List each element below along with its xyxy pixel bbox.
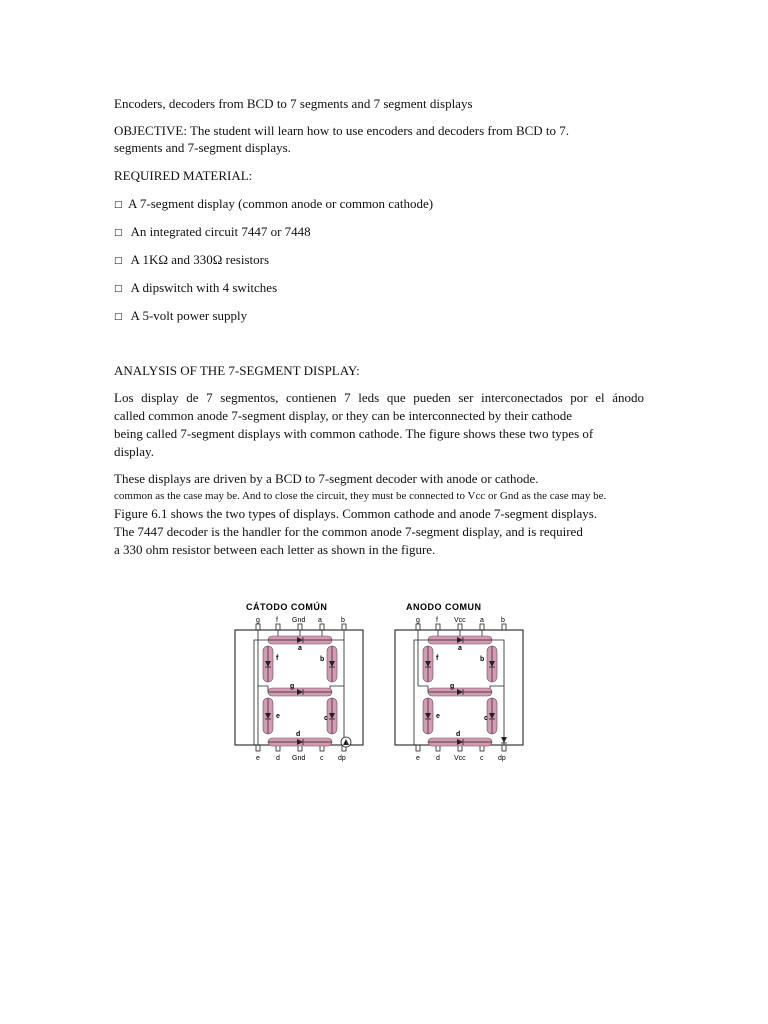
drive-line: These displays are driven by a BCD to 7-segment decoder with anode or cathode. [114,471,539,486]
pin-label: dp [498,755,506,762]
segment-label: f [436,655,439,662]
material-item: □ A 5-volt power supply [114,307,247,326]
common-cathode-display [235,601,363,762]
bullet-icon: □ [114,256,123,266]
seven-segment-figure [232,600,532,775]
segment-label: e [436,713,440,720]
segment-label: a [298,645,302,652]
pin-label: a [480,617,484,624]
pin-label: dp [338,755,346,762]
analysis-line: called common anode 7-segment display, or they can be interconnected by their cathode [114,408,572,423]
common-anode-title: ANODO COMUN [406,602,482,612]
segment-label: c [324,715,328,722]
document-title: Encoders, decoders from BCD to 7 segments and 7 segment displays [114,96,473,111]
analysis-line: display. [114,444,154,459]
common-cathode-title: CÁTODO COMÚN [246,602,328,612]
pin-label: g [416,617,420,624]
pin-label: c [480,755,484,762]
bullet-icon: □ [114,228,123,238]
objective-line-1: OBJECTIVE: The student will learn how to use encoders and decoders from BCD to 7. [114,123,570,138]
objective-line-2: segments and 7-segment displays. [114,140,291,155]
pin-label: f [276,617,278,624]
pin-label: Gnd [292,755,306,762]
segment-label: d [456,731,461,738]
material-item: □ A 1KΩ and 330Ω resistors [114,251,269,270]
common-anode-display [395,602,523,762]
bullet-icon: □ [114,312,123,322]
segment-label: f [276,655,279,662]
pin-label: Gnd [292,617,306,624]
pin-label: a [318,617,322,624]
pin-label: g [256,617,260,624]
pin-label: f [436,617,438,624]
segment-label: d [296,731,301,738]
bullet-icon: □ [114,200,123,210]
pin-label: d [276,755,280,762]
analysis-line: being called 7-segment displays with common cathode. The figure shows these two types of [114,426,594,441]
material-item: □ A dipswitch with 4 switches [114,279,277,298]
segment-label: e [276,713,280,720]
pin-label: b [501,617,505,624]
drive-line: common as the case may be. And to close the circuit, they must be connected to Vcc or Gnd as the case may be. [114,490,607,502]
analysis-line: Los display de 7 segmentos, contienen 7 leds que pueden ser interconectados por el ánodo [114,390,644,405]
drive-line: Figure 6.1 shows the two types of displays. Common cathode and anode 7-segment displays. [114,506,598,521]
drive-line: The 7447 decoder is the handler for the common anode 7-segment display, and is required [114,524,583,539]
segment-label: g [450,683,455,690]
material-item: □ An integrated circuit 7447 or 7448 [114,223,311,242]
pin-label: Vcc [454,755,466,762]
material-item: □ A 7-segment display (common anode or common cathode) [114,195,433,214]
bullet-icon: □ [114,284,123,294]
pin-label: c [320,755,324,762]
segment-label: c [484,715,488,722]
segment-label: a [458,645,462,652]
drive-line: a 330 ohm resistor between each letter as shown in the figure. [114,542,436,557]
segment-label: g [290,683,295,690]
segment-label: b [480,656,485,663]
pin-label: b [341,617,345,624]
analysis-heading: ANALYSIS OF THE 7-SEGMENT DISPLAY: [114,363,360,378]
required-material-heading: REQUIRED MATERIAL: [114,168,253,183]
pin-label: d [436,755,440,762]
pin-label: Vcc [454,617,466,624]
pin-label: e [256,755,260,762]
segment-label: b [320,656,325,663]
pin-label: e [416,755,420,762]
